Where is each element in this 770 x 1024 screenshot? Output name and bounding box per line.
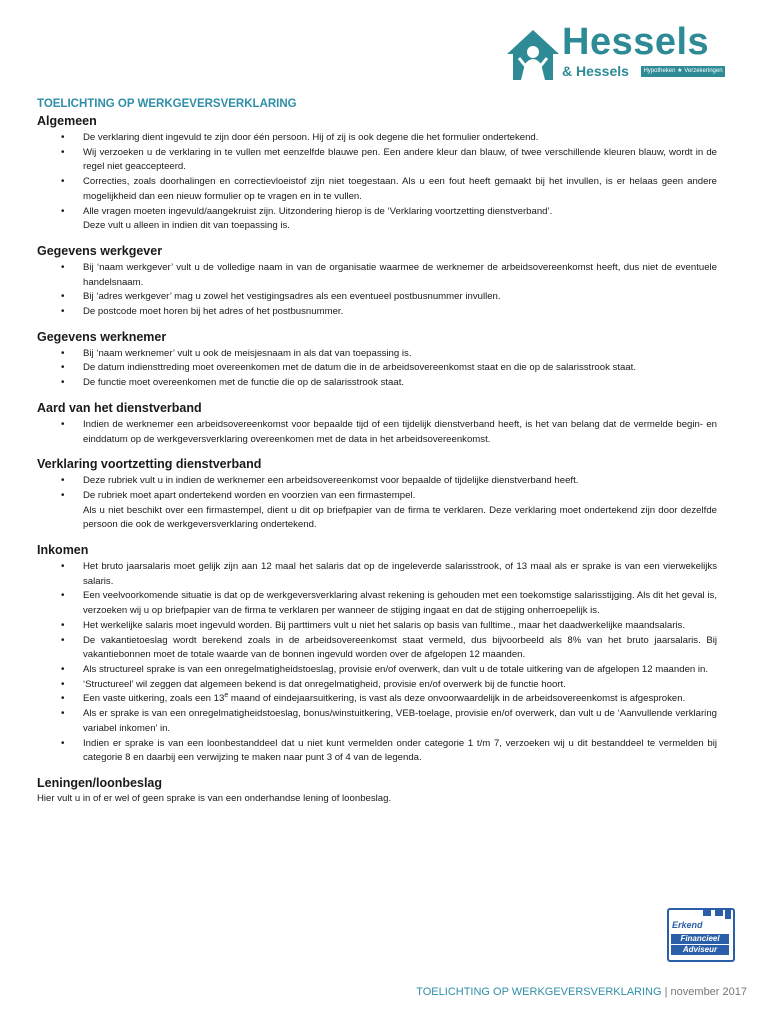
list-inkomen [37,560,717,766]
list-item: • Een vaste uitkering, zoals een 13e maand of eindejaarsuitkering, is vast als deze onvoorwaardelijk in de arbeidsovereenkomst is afgesproken. [83,692,717,707]
list-item: • ‘Structureel’ wil zeggen dat algemeen bekend is dat onregelmatigheid, provisie en/of overwerk bij de functie hoort. [83,678,717,693]
footer-title: TOELICHTING OP WERKGEVERSVERKLARING [416,986,662,998]
leningen-text: Hier vult u in of er wel of geen sprake is van een onderhandse lening of loonbeslag. [37,792,392,804]
logo-name-bottom: & Hessels [562,63,629,79]
list-item: • Het werkelijke salaris moet ingevuld worden. Bij parttimers vult u niet het salaris op basis van fulltime., maar het daadwerkelijke maandsalaris. [83,619,717,634]
document-body [37,97,717,806]
list-item: • Bij ‘naam werkgever’ vult u de volledige naam in van de organisatie waarmee de werknemer de arbeidsovereenkomst heeft, dus niet de eventuele handelsnaam. [83,261,717,290]
badge-line-1: Erkend [672,920,703,930]
list-werkgever [37,261,717,320]
company-logo [505,21,730,84]
section-heading-werknemer: Gegevens werknemer [37,329,167,344]
list-item: • Wij verzoeken u de verklaring in te vullen met eenzelfde blauwe pen. Een andere kleur dan blauw, of twee verschillende kleuren blauw, wordt in de regel niet geaccepteerd. [83,146,717,175]
list-item: • Indien de werknemer een arbeidsovereenkomst voor bepaalde tijd of een tijdelijk dienstverband heeft, is het van belang dat de vermelde begin- en einddatum op de werkgeversverklaring overeenkomen met de data in het arbeidsovereenkomst. [83,418,717,447]
list-item: • Bij ‘adres werkgever’ mag u zowel het vestigingsadres als een eventueel postbusnummer invullen. [83,290,717,305]
list-item: • Als structureel sprake is van een onregelmatigheidstoeslag, provisie en/of overwerk, dan vult u de totale uitkering van de afgelopen 12 maanden in. [83,663,717,678]
list-algemeen [37,131,717,234]
list-item: • Alle vragen moeten ingevuld/aangekruist zijn. Uitzondering hierop is de ‘Verklaring voortzetting dienstverband’. Deze vult u alleen in indien dit van toepassing is. [83,205,717,234]
logo-tagline: Hypotheken ★ Verzekeringen [641,66,725,77]
list-item: • Als er sprake is van een onregelmatigheidstoeslag, bonus/winstuitkering, VEB-toelage, provisie en/of overwerk, dan vult u de ‘Aanvullende verklaring variabel inkomen’ in. [83,707,717,736]
house-logo-icon [505,28,561,82]
badge-frame-icon [669,910,733,920]
footer-date: november 2017 [670,986,747,998]
list-item: • Correcties, zoals doorhalingen en correctievloeistof zijn niet toegestaan. Als u een fout heeft gemaakt bij het invullen, is er helaas geen andere mogelijkheid dan een nieuw formulier op te vragen en in te vullen. [83,175,717,204]
list-item: • De postcode moet horen bij het adres of het postbusnummer. [83,305,717,320]
list-item: • De vakantietoeslag wordt berekend zoals in de arbeidsovereenkomst staat vermeld, dus bijvoorbeeld als 8% van het bruto jaarsalaris. Bij vakantiebonnen moet de totale waarde van de bonnen ingevuld worden over de afgelopen 12 maanden. [83,634,717,663]
badge-line-2: Financieel [671,934,729,944]
list-dienstverband [37,418,717,447]
badge-line-3: Adviseur [671,945,729,955]
list-item: • De datum indiensttreding moet overeenkomen met de datum die in de arbeidsovereenkomst staat en die op de salarisstrook staat. [83,361,717,376]
logo-name-top: Hessels [562,21,710,63]
list-item: • De verklaring dient ingevuld te zijn door één persoon. Hij of zij is ook degene die het formulier ondertekend. [83,131,717,146]
erkend-financieel-adviseur-badge [667,908,735,962]
section-heading-inkomen: Inkomen [37,543,89,558]
section-heading-algemeen: Algemeen [37,114,97,128]
list-item: • De rubriek moet apart ondertekend worden en voorzien van een firmastempel. Als u niet beschikt over een firmastempel, dient u dit op briefpapier van de firma te verklaren. Deze verklaring moet ondertekend zijn door dezelfde persoon die ook de werkgeversverklaring ondertekend. [83,489,717,533]
list-item: • Bij ‘naam werknemer’ vult u ook de meisjesnaam in als dat van toepassing is. [83,347,717,362]
list-item: • Het bruto jaarsalaris moet gelijk zijn aan 12 maal het salaris dat op de ingeleverde salarisstrook, of 13 maal als er sprake is van een vierwekelijks salaris. [83,560,717,589]
section-heading-leningen: Leningen/loonbeslag [37,775,163,790]
section-heading-werkgever: Gegevens werkgever [37,243,163,258]
section-heading-dienstverband: Aard van het dienstverband [37,400,202,415]
document-title: TOELICHTING OP WERKGEVERSVERKLARING [37,98,297,110]
section-heading-voortzetting: Verklaring voortzetting dienstverband [37,457,262,472]
footer-separator: | [661,986,671,998]
list-item: • Deze rubriek vult u in indien de werknemer een arbeidsovereenkomst voor bepaalde of tijdelijke dienstverband heeft. [83,474,717,489]
list-voortzetting [37,474,717,533]
page-footer [416,986,747,998]
list-item: • Een veelvoorkomende situatie is dat op de werkgeversverklaring alvast rekening is gehouden met een toekomstige salarisstijging. Als dit het geval is, verzoeken wij u op briefpapier van de firma te verklaren per wanneer de stijging ingaat en dat de stijging onherroepelijk is. [83,589,717,618]
list-item: • Indien er sprake is van een loonbestanddeel dat u niet kunt vermelden onder categorie 1 t/m 7, verzoeken wij u dit bestanddeel te vermelden bij categorie 8 en daarbij een verwijzing te maken naar punt 3 of 4 van de legenda. [83,737,717,766]
list-item: • De functie moet overeenkomen met de functie die op de salarisstrook staat. [83,376,717,391]
list-werknemer [37,347,717,391]
